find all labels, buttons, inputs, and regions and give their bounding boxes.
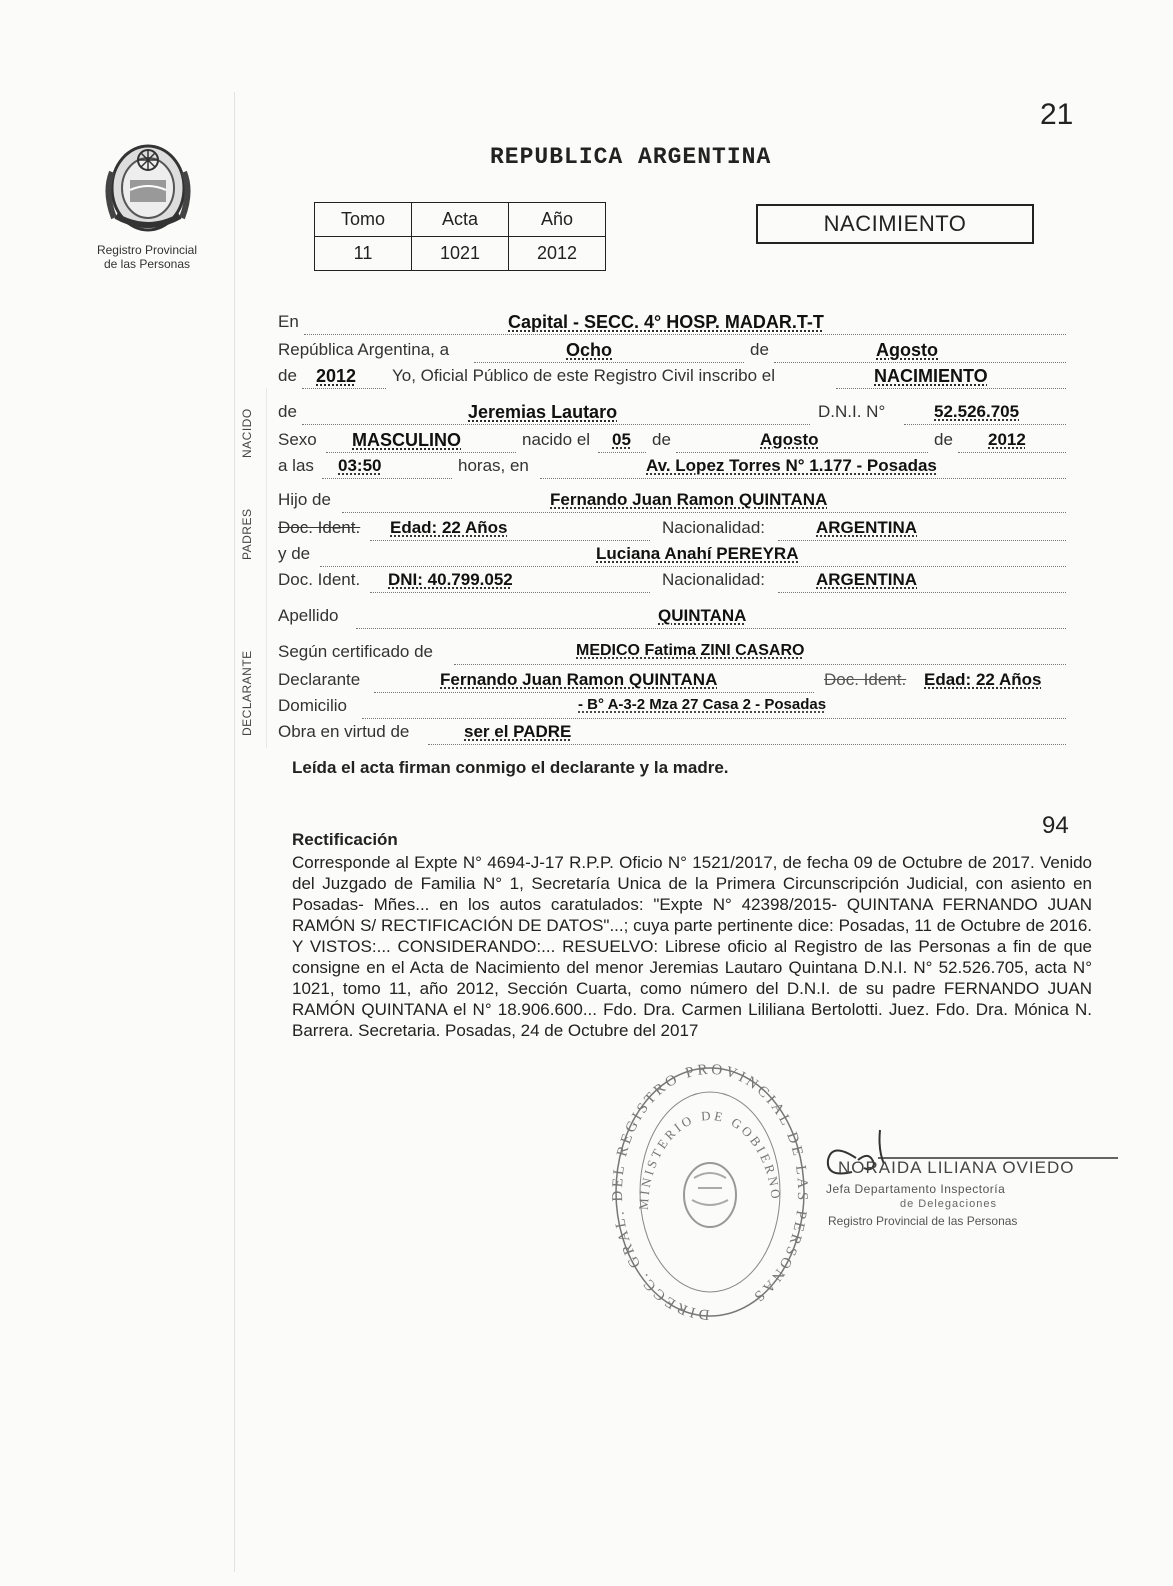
apellido-value: QUINTANA (658, 606, 747, 625)
register-header-tomo: Tomo (315, 203, 412, 237)
acto-value: NACIMIENTO (874, 366, 988, 386)
row-en (278, 312, 1078, 338)
hijo-label: Hijo de (278, 490, 331, 509)
row-madre (278, 544, 1078, 570)
row-madre-doc (278, 570, 1078, 596)
segun-label: Según certificado de (278, 642, 433, 661)
obra-label: Obra en virtud de (278, 722, 410, 741)
declarante-value: Fernando Juan Ramon QUINTANA (440, 670, 718, 689)
stamp-inner-text: MINISTERIO DE GOBIERNO (635, 1107, 784, 1211)
register-value-acta: 1021 (412, 237, 509, 271)
nacido-label: nacido el (522, 430, 591, 449)
madre-doc-label: Doc. Ident. (278, 570, 361, 589)
row-declarante (278, 670, 1078, 696)
padre-nacionalidad-label: Nacionalidad: (662, 518, 766, 537)
madre-doc-value: DNI: 40.799.052 (388, 570, 513, 589)
rectificacion-title: Rectificación (292, 830, 398, 849)
anio-value: 2012 (316, 366, 357, 386)
register-table (314, 202, 606, 271)
domicilio-label: Domicilio (278, 696, 347, 715)
row-segun (278, 642, 1078, 668)
obra-value: ser el PADRE (464, 722, 572, 741)
row-padre (278, 490, 1078, 516)
signatory-dept: de Delegaciones (900, 1198, 997, 1210)
apellido-label: Apellido (278, 606, 339, 625)
side-label-declarante: DECLARANTE (240, 650, 254, 736)
nacido-anio-value: 2012 (988, 430, 1026, 449)
nombre-value: Jeremias Lautaro (468, 402, 618, 422)
row-republica (278, 340, 1078, 366)
row-anio (278, 366, 1078, 392)
row-padre-doc (278, 518, 1078, 544)
nacido-dia-value: 05 (612, 430, 631, 449)
register-value-tomo: 11 (315, 237, 412, 271)
row-apellido (278, 606, 1078, 632)
lugar-value: Av. Lopez Torres N° 1.177 - Posadas (646, 456, 937, 475)
row-obra (278, 722, 1078, 748)
sexo-label: Sexo (278, 430, 317, 449)
declarante-doc-value: Edad: 22 Años (924, 670, 1042, 689)
domicilio-value: - B° A-3-2 Mza 27 Casa 2 - Posadas (578, 696, 827, 713)
en-label: En (278, 312, 299, 331)
country-title: REPUBLICA ARGENTINA (490, 144, 772, 170)
nacido-anio-de-label: de (934, 430, 953, 449)
rectificacion-body: Corresponde al Expte N° 4694-J-17 R.P.P. Oficio N° 1521/2017, de fecha 09 de Octubre de 2017. Venido del Juzgado de Familia N° 1, Secretaría Unica de la Primera Circunscripción Judicial, con asiento en Posadas- Mñes... en los autos caratulados: "Expte N° 42398/2015- QUINTANA FERNANDO JUAN RAMÓN S/ RECTIFICACIÓN DE DATOS"...; cuya parte pertinente dice: Posadas, 11 de Octubre de 2016. Y VISTOS:... CONSIDERANDO:... RESUELVO: Librese oficio al Registro de las Personas a fin de que consigne en el Acta de Nacimiento del menor Jeremias Lautaro Quintana D.N.I. N° 52.526.705, acta N° 1021, tomo 11, año 2012, Sección Cuarta, como número del D.N.I. de su padre FERNANDO JUAN RAMÓN QUINTANA el N° 18.906.600... Fdo. Dra. Carmen Lililiana Bertolotti. Juez. Fdo. Dra. Mónica N. Barrera. Secretaria. Posadas, 24 de Octubre del 2017 (292, 853, 1092, 1040)
nombre-de-label: de (278, 402, 297, 421)
republica-label: República Argentina, a (278, 340, 450, 359)
segun-value: MEDICO Fatima ZINI CASARO (576, 642, 805, 659)
signatory-title: Jefa Departamento Inspectoría (826, 1182, 1006, 1196)
register-header-row (315, 203, 606, 237)
hora-value: 03:50 (338, 456, 382, 475)
padre-value: Fernando Juan Ramon QUINTANA (550, 490, 828, 509)
svg-text:MINISTERIO DE GOBIERNO (636, 1108, 784, 1211)
side-label-padres: PADRES (240, 508, 254, 560)
padre-nac-value: ARGENTINA (816, 518, 918, 537)
yo-text: Yo, Oficial Público de este Registro Civil inscribo el (392, 366, 775, 385)
madre-nacionalidad-label: Nacionalidad: (662, 570, 766, 589)
alas-label: a las (278, 456, 314, 475)
register-value-row (315, 237, 606, 271)
row-sexo (278, 430, 1078, 456)
madre-value: Luciana Anahí PEREYRA (596, 544, 799, 563)
side-label-nacido: NACIDO (240, 408, 254, 458)
horas-en-label: horas, en (458, 456, 529, 475)
logo-caption (82, 243, 212, 271)
padre-doc-value: Edad: 22 Años (390, 518, 508, 537)
register-header-anio: Año (509, 203, 606, 237)
mes-de-label: de (750, 340, 769, 359)
mes-value: Agosto (876, 340, 938, 360)
signatory-name: NORAIDA LILIANA OVIEDO (838, 1158, 1075, 1177)
register-value-anio: 2012 (509, 237, 606, 271)
madre-nac-value: ARGENTINA (816, 570, 918, 589)
yde-label: y de (278, 544, 311, 563)
row-hora (278, 456, 1078, 482)
dni-label: D.N.I. N° (818, 402, 886, 421)
rectificacion-number: 94 (1042, 812, 1069, 839)
row-domicilio (278, 696, 1078, 722)
stamp-outer-text: DIRECC. GRAL. DEL REGISTRO PROVINCIAL DE LAS PERSONAS (610, 1061, 810, 1323)
row-nombre (278, 402, 1078, 428)
signatory-office: Registro Provincial de las Personas (828, 1214, 1018, 1228)
page-number: 21 (1040, 98, 1074, 131)
official-stamp-icon (610, 1060, 810, 1330)
declarante-label: Declarante (278, 670, 361, 689)
margin-line (234, 92, 235, 1572)
nacido-mes-value: Agosto (760, 430, 819, 449)
logo-caption-line2: de las Personas (103, 257, 191, 271)
en-value: Capital - SECC. 4° HOSP. MADAR.T-T (508, 312, 824, 332)
record-type-box: NACIMIENTO (756, 204, 1034, 244)
register-header-acta: Acta (412, 203, 509, 237)
province-coat-of-arms-icon (96, 132, 200, 240)
closing-statement: Leída el acta firman conmigo el declarante y la madre. (292, 758, 729, 777)
nacido-mes-de-label: de (652, 430, 671, 449)
dni-value: 52.526.705 (934, 402, 1020, 421)
anio-de-label: de (278, 366, 297, 385)
logo-caption-line1: Registro Provincial (96, 243, 198, 257)
margin-line-inner (266, 388, 267, 748)
declarante-doc-label: Doc. Ident. (824, 670, 907, 689)
dia-value: Ocho (566, 340, 613, 360)
padre-doc-label: Doc. Ident. (278, 518, 361, 537)
sexo-value: MASCULINO (352, 430, 461, 450)
